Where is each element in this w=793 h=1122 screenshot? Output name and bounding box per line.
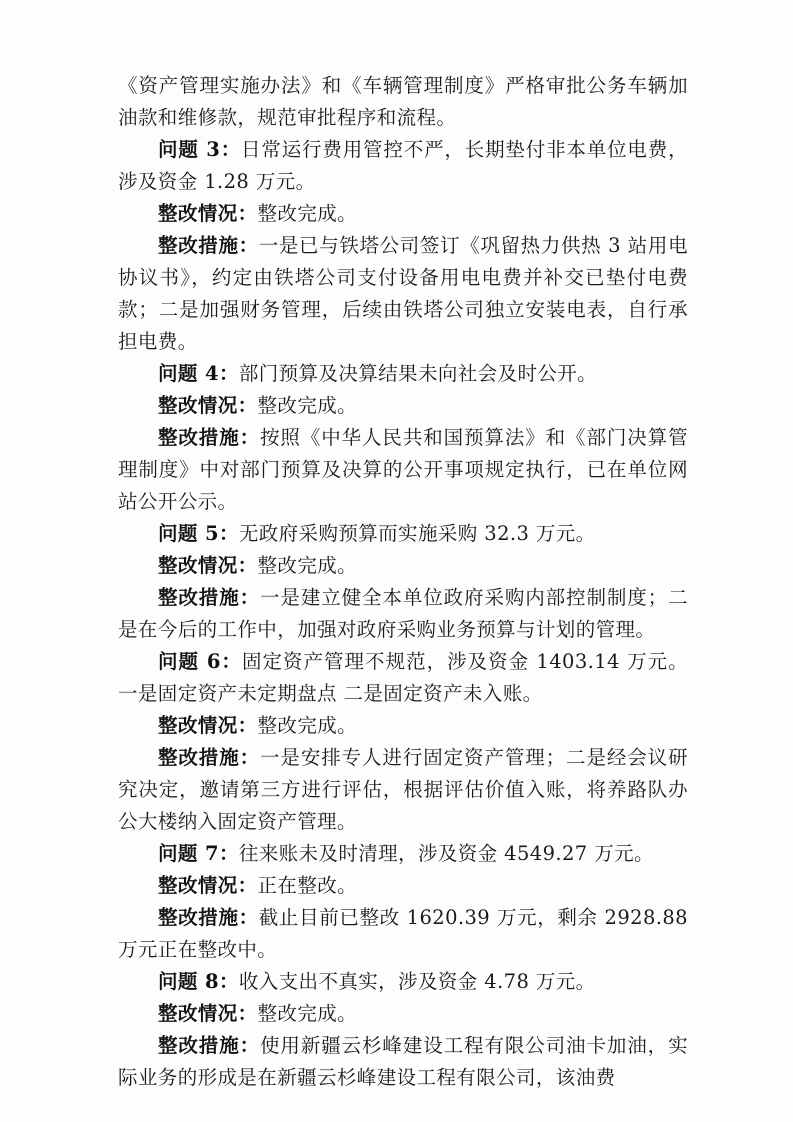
paragraph-text: 整改完成。 [257,1002,358,1025]
paragraph-status-7 [118,870,688,902]
paragraph-text: 收入支出不真实，涉及资金 4.78 万元。 [238,970,596,993]
status-label: 整改情况： [158,714,258,737]
measures-label: 整改措施： [158,426,261,449]
paragraph-text: 整改完成。 [257,554,358,577]
paragraph-text: 日常运行费用管控不严，长期垫付非本单位电费，涉及资金 1.28 万元。 [118,138,688,193]
paragraph-status-8 [118,998,688,1030]
paragraph-text: 整改完成。 [257,202,358,225]
issue-label: 问题 8： [158,970,239,993]
document-body [118,70,688,1094]
paragraph-text: 一是已与铁塔公司签订《巩留热力供热 3 站用电协议书》，约定由铁塔公司支付设备用电电费并补交已垫付电费款；二是加强财务管理，后续由铁塔公司独立安装电表，自行承担电费。 [118,234,688,353]
paragraph-text: 往来账未及时清理，涉及资金 4549.27 万元。 [238,842,654,865]
paragraph-text: 《资产管理实施办法》和《车辆管理制度》严格审批公务车辆加油款和维修款，规范审批程序和流程。 [118,74,688,129]
paragraph-status-4 [118,390,688,422]
paragraph-issue-7 [118,838,688,870]
paragraph-issue-5 [118,518,688,550]
status-label: 整改情况： [158,1002,258,1025]
paragraph-measures-5 [118,582,688,646]
paragraph-measures-3 [118,230,688,358]
measures-label: 整改措施： [158,586,261,609]
issue-label: 问题 5： [158,522,239,545]
paragraph-status-3 [118,198,688,230]
paragraph-text: 整改完成。 [257,714,358,737]
status-label: 整改情况： [158,202,258,225]
paragraph-issue-4 [118,358,688,390]
paragraph-text: 部门预算及决算结果未向社会及时公开。 [238,362,598,385]
measures-label: 整改措施： [158,234,259,257]
paragraph-status-6 [118,710,688,742]
measures-label: 整改措施： [158,1034,261,1057]
paragraph-issue-3 [118,134,688,198]
paragraph-issue-8 [118,966,688,998]
paragraph-text: 固定资产管理不规范，涉及资金 1403.14 万元。一是固定资产未定期盘点 二是固定资产未入账。 [118,650,689,705]
status-label: 整改情况： [158,554,258,577]
paragraph-measures-8 [118,1030,688,1094]
paragraph-text: 正在整改。 [257,874,358,897]
paragraph-measures-4 [118,422,688,518]
measures-label: 整改措施： [158,746,261,769]
status-label: 整改情况： [158,874,258,897]
paragraph-status-5 [118,550,688,582]
issue-label: 问题 6： [158,650,242,673]
paragraph-text: 一是建立健全本单位政府采购内部控制制度；二是在今后的工作中，加强对政府采购业务预算与计划的管理。 [118,586,688,641]
paragraph-measures-7 [118,902,688,966]
paragraph-issue-6 [118,646,688,710]
paragraph-text: 使用新疆云杉峰建设工程有限公司油卡加油，实际业务的形成是在新疆云杉峰建设工程有限公司，该油费 [118,1034,688,1089]
paragraph-text: 一是安排专人进行固定资产管理；二是经会议研究决定，邀请第三方进行评估，根据评估价值入账，将养路队办公大楼纳入固定资产管理。 [118,746,688,833]
issue-label: 问题 3： [158,138,242,161]
paragraph-text: 截止目前已整改 1620.39 万元，剩余 2928.88 万元正在整改中。 [118,906,688,961]
issue-label: 问题 4： [158,362,239,385]
paragraph-text: 按照《中华人民共和国预算法》和《部门决算管理制度》中对部门预算及决算的公开事项规定执行，已在单位网站公开公示。 [118,426,688,513]
paragraph-measures-6 [118,742,688,838]
paragraph-text: 整改完成。 [257,394,358,417]
paragraph-text: 无政府采购预算而实施采购 32.3 万元。 [238,522,596,545]
status-label: 整改情况： [158,394,258,417]
issue-label: 问题 7： [158,842,239,865]
measures-label: 整改措施： [158,906,259,929]
paragraph-intro [118,70,688,134]
